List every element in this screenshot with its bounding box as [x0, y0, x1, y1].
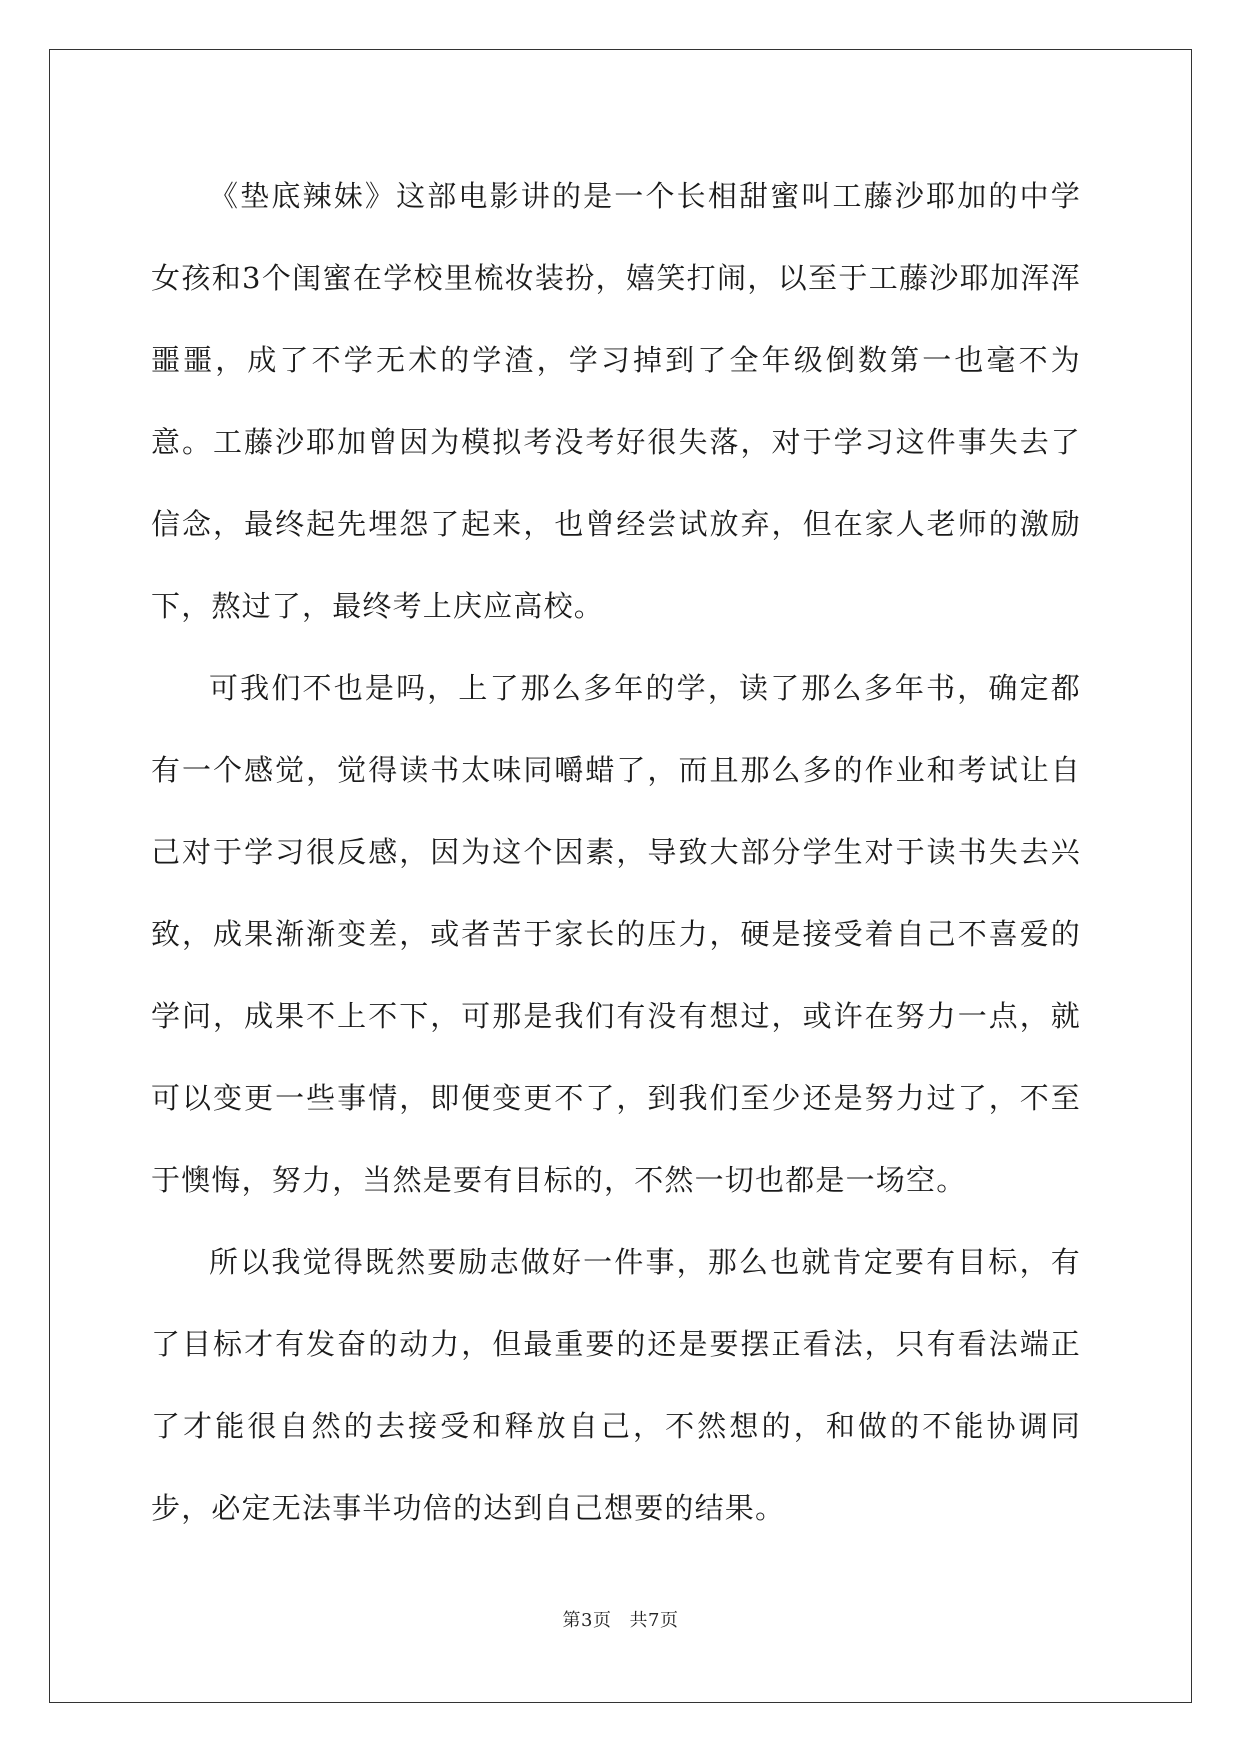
page-total: 共7页: [629, 1610, 679, 1631]
paragraph-2: 可我们不也是吗，上了那么多年的学，读了那么多年书，确定都有一个感觉，觉得读书太味同嚼蜡了，而且那么多的作业和考试让自己对于学习很反感，因为这个因素，导致大部分学生对于读书失去兴致，成果渐渐变差，或者苦于家长的压力，硬是接受着自己不喜爱的学问，成果不上不下，可那是我们有没有想过，或许在努力一点，就可以变更一些事情，即便变更不了，到我们至少还是努力过了，不至于懊悔，努力，当然是要有目标的，不然一切也都是一场空。: [151, 671, 1081, 1197]
page-footer: [0, 1606, 1241, 1632]
page-number: 第3页: [562, 1610, 612, 1631]
paragraph-3: 所以我觉得既然要励志做好一件事，那么也就肯定要有目标，有了目标才有发奋的动力，但最重要的还是要摆正看法，只有看法端正了才能很自然的去接受和释放自己，不然想的，和做的不能协调同步，必定无法事半功倍的达到自己想要的结果。: [151, 1245, 1081, 1525]
document-body: [151, 155, 1081, 1549]
paragraph-1: 《垫底辣妹》这部电影讲的是一个长相甜蜜叫工藤沙耶加的中学女孩和3个闺蜜在学校里梳妆装扮，嬉笑打闹，以至于工藤沙耶加浑浑噩噩，成了不学无术的学渣，学习掉到了全年级倒数第一也毫不为意。工藤沙耶加曾因为模拟考没考好很失落，对于学习这件事失去了信念，最终起先埋怨了起来，也曾经尝试放弃，但在家人老师的激励下，熬过了，最终考上庆应高校。: [151, 179, 1081, 623]
